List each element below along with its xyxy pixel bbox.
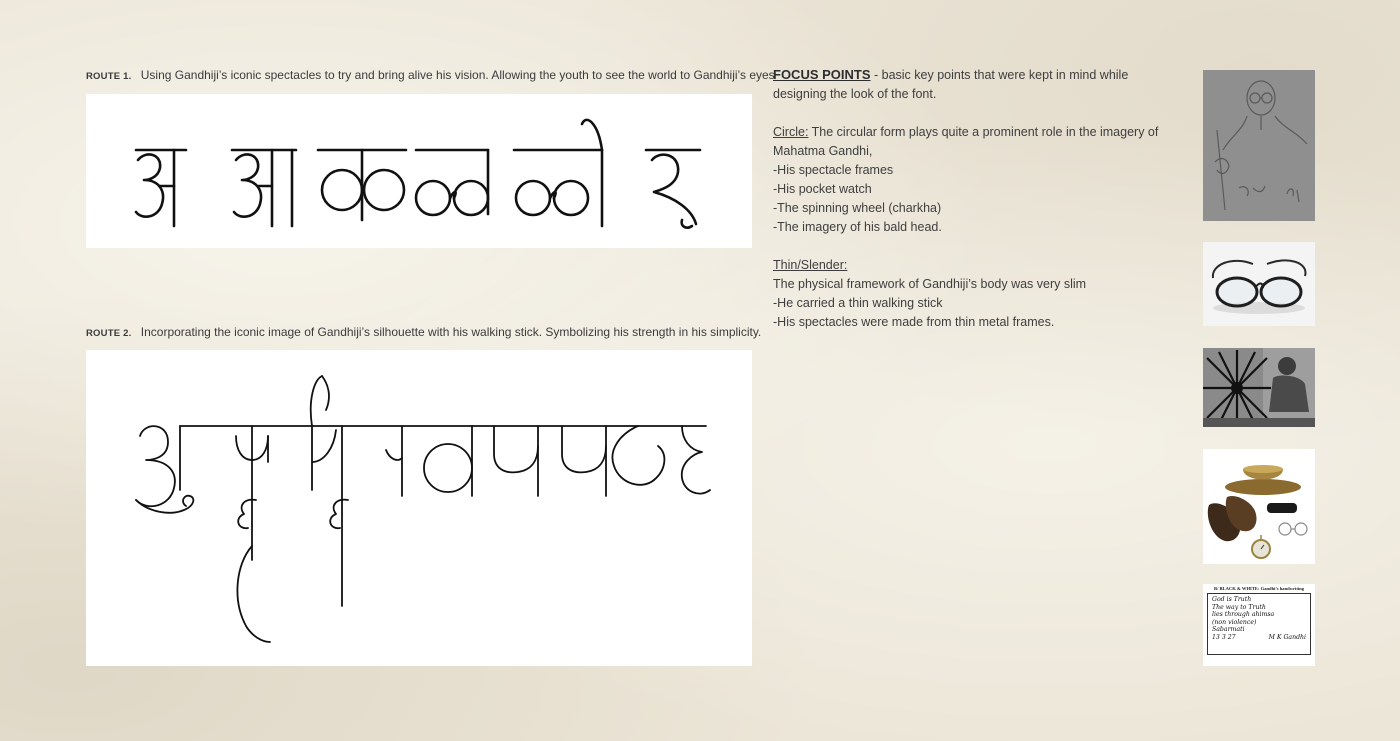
handwriting-line [1212, 634, 1306, 642]
focus-intro [773, 65, 1183, 104]
glyph-u [136, 426, 193, 513]
belongings-image [1203, 449, 1315, 564]
handwriting-note [1207, 593, 1311, 655]
route-2-glyph-panel [86, 350, 752, 666]
circle-intro [773, 123, 1183, 161]
charkha-illustration [1203, 348, 1315, 427]
route-2-text: Incorporating the iconic image of Gandhiji’s silhouette with his walking stick. Symbolizing his strength in his simplicity. [140, 325, 762, 339]
thin-item: -His spectacles were made from thin metal frames. [773, 315, 1055, 329]
circle-item: -His spectacle frames [773, 163, 894, 177]
route-1-glyph-panel [86, 94, 752, 248]
handwriting-line: lies through ahimsa [1212, 611, 1275, 619]
route-2-glyphs-illustration [86, 350, 752, 666]
focus-heading-rest: - basic key points that were kept in mind while designing the look of the font. [773, 68, 1129, 101]
thin-intro: The physical framework of Gandhiji’s body was very slim [773, 277, 1087, 291]
route-1-tag: ROUTE 1. [86, 71, 132, 82]
focus-heading: FOCUS POINTS [773, 67, 871, 82]
glyph-pha [494, 426, 538, 496]
glyph-dda [682, 426, 710, 494]
spectacles-illustration [1203, 242, 1315, 326]
sketch-illustration [1203, 70, 1315, 221]
letter-header: B/ BLACK & WHITE: Gandhi’s handwriting [1214, 586, 1304, 591]
glyph-aa [232, 150, 296, 226]
handwriting-image [1203, 584, 1315, 666]
glyph-lii [514, 120, 602, 226]
glyph-spectacles [416, 150, 488, 215]
handwriting-signature: M K Gandhi [1268, 633, 1306, 641]
focus-points-section [773, 65, 1183, 332]
glyph-figure-1 [236, 426, 270, 642]
handwriting-date: 13 3 27 [1212, 633, 1236, 641]
circle-item: -The spinning wheel (charkha) [773, 201, 942, 215]
handwriting-line: Sabarmati [1212, 626, 1245, 634]
belongings-illustration [1203, 449, 1315, 564]
circle-item: -The imagery of his bald head. [773, 220, 942, 234]
route-2-caption [86, 325, 761, 339]
gandhi-sketch-image [1203, 70, 1315, 221]
route-1-glyphs-illustration [86, 94, 752, 248]
handwriting-line: God is Truth [1212, 596, 1252, 603]
glyph-va [424, 426, 472, 496]
glyph-ta [386, 426, 402, 496]
glyph-tta [612, 426, 664, 485]
thin-heading-line [773, 256, 1183, 275]
thin-item: -He carried a thin walking stick [773, 296, 943, 310]
circle-intro-text: The circular form plays quite a prominent role in the imagery of Mahatma Gandhi, [773, 125, 1159, 158]
handwriting-line: The way to Truth [1212, 603, 1266, 611]
route-2-tag: ROUTE 2. [86, 328, 132, 339]
glyph-ra [646, 150, 700, 228]
glyph-a [136, 150, 186, 226]
handwriting-line: (non violence) [1212, 618, 1257, 626]
thin-heading: Thin/Slender: [773, 258, 848, 272]
glyph-ka [318, 150, 406, 220]
charkha-image [1203, 348, 1315, 427]
spectacles-image [1203, 242, 1315, 326]
glyph-pa [562, 426, 606, 496]
circle-item: -His pocket watch [773, 182, 872, 196]
route-1-caption [86, 68, 775, 82]
glyph-figure-2 [311, 376, 348, 606]
circle-heading: Circle: [773, 125, 809, 139]
route-1-text: Using Gandhiji’s iconic spectacles to try and bring alive his vision. Allowing the youth to see the world to Gandhiji’s eyes [140, 68, 775, 82]
